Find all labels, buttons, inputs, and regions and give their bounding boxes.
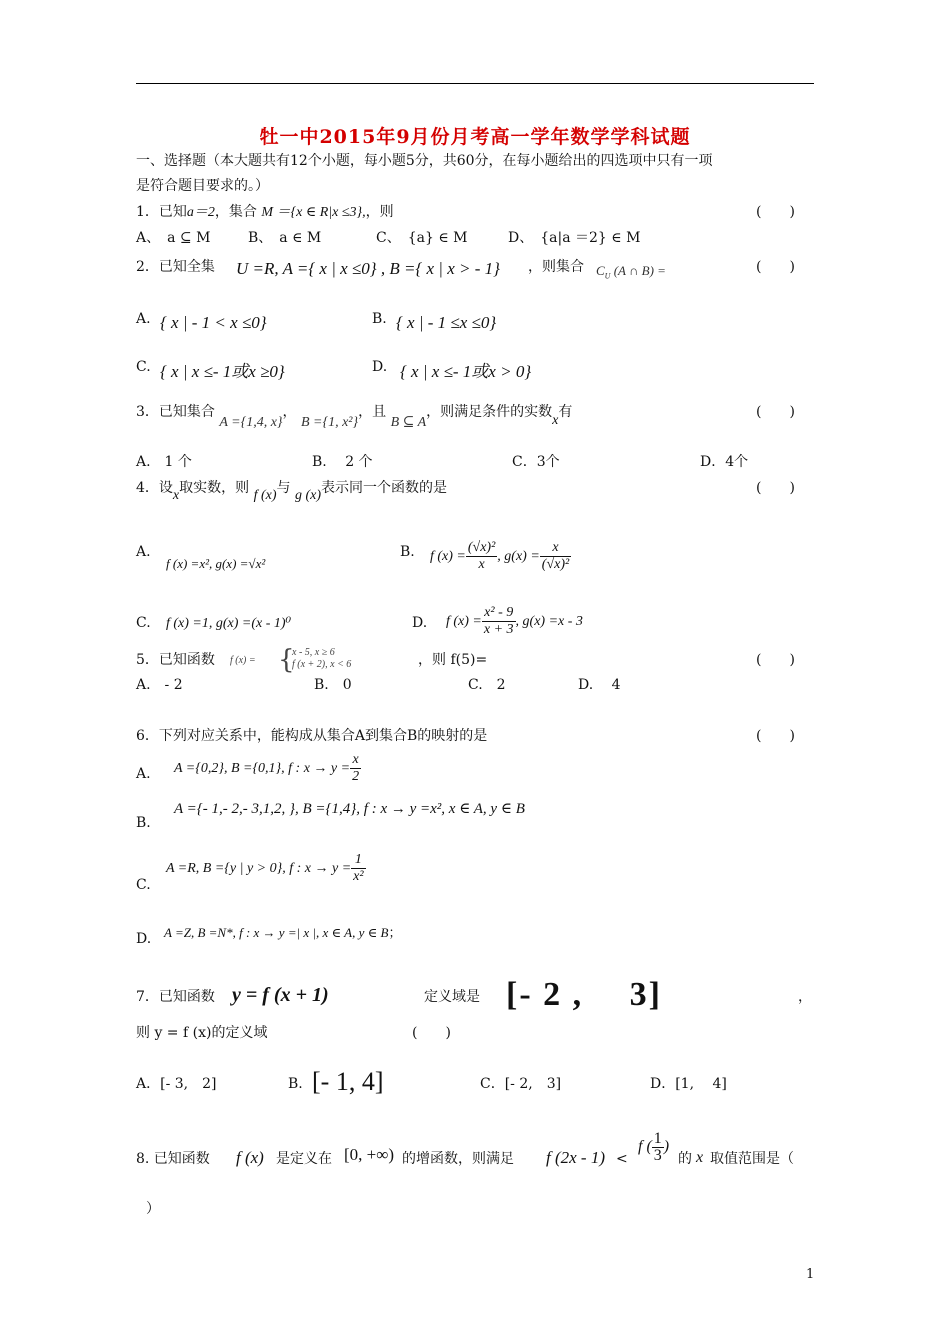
q2-option-a: { x | - 1 < x ≤0} (160, 313, 267, 332)
q4-b-den2: (√x)² (541, 557, 570, 573)
q5-case2: f (x + 2), x < 6 (292, 659, 352, 670)
q6-option-b-label: B. (136, 815, 151, 831)
q1-option-d: D、 {a|a ＝2} ∈ M (508, 230, 641, 246)
q2-mid: ，则集合 (528, 259, 584, 275)
q2-option-c-label: C. (136, 359, 151, 375)
q7-stem: 7．已知函数 (136, 989, 215, 1005)
q7-option-b: [- 1, 4] (312, 1067, 384, 1096)
q6-answer-paren: ( ) (756, 728, 795, 744)
q7-interval: [- 2 , 3] (506, 976, 662, 1013)
q6-c-pre: A =R, B ={y | y > 0}, f : x → y = (166, 861, 352, 876)
q1-set-m: M ＝{x ∈ R|x ≤3}, (261, 205, 366, 220)
q2-option-d: { x | x ≤- 1或x > 0} (400, 362, 532, 381)
q1-option-b: B、 a ∈ M (248, 230, 322, 246)
q3-tail: 有 (558, 404, 573, 420)
q8-less-than: < (616, 1151, 628, 1167)
q5-f: f (x) = (230, 655, 256, 666)
q4-option-a-label: A. (136, 544, 151, 560)
q3-set-b: B ={1, x²} (301, 415, 359, 430)
page-number: 1 (806, 1267, 815, 1282)
q2-option-b: { x | - 1 ≤x ≤0} (396, 313, 497, 332)
q4-d-frac (482, 605, 516, 638)
q5-option-c: C. 2 (468, 677, 506, 693)
q3-answer-paren: ( ) (756, 404, 795, 420)
q3-set-a: A ={1,4, x} (219, 415, 283, 430)
q3-option-c: C．3个 (512, 454, 560, 470)
q8-f2: f ( (638, 1138, 652, 1155)
q4-d-num: x² - 9 (482, 605, 516, 622)
q7-line2: 则 y = f (x)的定义域 (136, 1025, 268, 1041)
q5-option-b: B. 0 (314, 677, 352, 693)
q6-option-a-label: A. (136, 766, 151, 782)
q1-end: ，则 (365, 204, 394, 220)
q8-end: 取值范围是（ (710, 1151, 794, 1167)
q2-complement-tail: (A ∩ B) = (613, 263, 666, 278)
q4-answer-paren: ( ) (756, 480, 795, 496)
q3-variable: x (552, 413, 559, 428)
q6-option-d-label: D. (136, 931, 152, 947)
q8-frac (652, 1131, 664, 1164)
q4-stem-line (136, 479, 448, 503)
q6-stem: 6．下列对应关系中，能构成从集合A到集合B的映射的是 (136, 728, 488, 744)
q4-variable: x (172, 488, 180, 503)
q7-function: y = f (x + 1) (232, 984, 329, 1006)
q6-a-den: 2 (352, 769, 360, 785)
page-title: 牡一中2015年9月份月考高一学年数学学科试题 (259, 126, 691, 148)
q5-case1: x - 5, x ≥ 6 (292, 647, 335, 658)
q6-a-frac (350, 752, 361, 785)
q4-b-frac1 (466, 540, 497, 573)
q8-stem: 8. 已知函数 (136, 1151, 210, 1167)
q4-d-den: x + 3 (483, 622, 514, 638)
q4-option-b-label: B. (400, 544, 415, 560)
q8-num: 1 (653, 1129, 662, 1147)
q5-option-d: D. 4 (578, 677, 621, 693)
q4-b-num2: x (540, 540, 571, 557)
q4-option-d-label: D. (412, 615, 428, 631)
q1-stem-text: 1．已知 (136, 204, 187, 220)
q6-c-num: 1 (351, 852, 365, 869)
q2-stem: 2．已知全集 (136, 259, 215, 275)
q4-end: 表示同一个函数的是 (321, 480, 448, 496)
q3-mid: ，且 (358, 404, 387, 420)
q2-complement-sub: U (604, 271, 611, 281)
q3-stem-line (136, 403, 573, 430)
q4-option-b (430, 538, 571, 576)
section-heading-line1: 一、选择题（本大题共有12个小题，每小题5分，共60分，在每小题给出的四选项中只有一项 (136, 153, 713, 169)
q8-f: f (x) (236, 1148, 264, 1167)
q1-mid: ，集合 (214, 204, 257, 220)
q8-close: ） (146, 1201, 160, 1217)
q2-option-c: { x | x ≤- 1或x ≥0} (160, 362, 285, 381)
section-heading-line2: 是符合题目要求的。） (136, 178, 269, 194)
q6-d-expr: A =Z, B =N*, f : x → y =| x |, x ∈ A, y ∈ B (164, 925, 389, 940)
q2-option-d-label: D. (372, 359, 388, 375)
q2-option-b-label: B. (372, 311, 387, 327)
q4-g: g (x) (294, 488, 322, 503)
q4-b-frac2 (540, 540, 571, 573)
q5-stem: 5．已知函数 (136, 652, 215, 668)
q1-option-c: C、 {a} ∈ M (376, 230, 468, 246)
q6-option-a (174, 750, 361, 788)
q4-f: f (x) (253, 488, 277, 503)
q4-b-pre: f (x) = (430, 549, 466, 564)
q6-c-den: x² (353, 869, 364, 885)
q4-b-den1: x (478, 557, 485, 573)
q4-d-pre: f (x) = (446, 614, 482, 629)
q8-mid3: 的 (678, 1151, 692, 1167)
q7-answer-paren: ( ) (412, 1025, 451, 1041)
q6-option-d (164, 924, 401, 942)
q5-option-a: A. - 2 (136, 677, 183, 693)
q7-mid: 定义域是 (424, 989, 480, 1005)
q7-option-c: C．[- 2, 3] (480, 1076, 562, 1092)
q8-mid: 是定义在 (276, 1151, 332, 1167)
q2-sets-expression: U =R, A ={ x | x ≤0} , B ={ x | x > - 1} (236, 259, 500, 278)
q4-option-d (446, 603, 583, 641)
q4-b-num1: (√x)² (467, 540, 496, 556)
header-rule (136, 83, 814, 84)
q3-option-a: A. 1 个 (136, 454, 192, 470)
q7-option-d: D．[1, 4] (650, 1076, 727, 1092)
q3-end: ，则满足条件的实数 (426, 404, 553, 420)
q1-option-a: A、 a ⊆ M (136, 230, 211, 246)
q4-option-a: f (x) =x², g(x) =√x² (166, 556, 266, 571)
q4-option-c-label: C. (136, 615, 151, 631)
q6-c-frac (351, 852, 365, 885)
q6-option-c (166, 850, 366, 888)
q3-stem: 3．已知集合 (136, 404, 215, 420)
q3-sep: ， (282, 404, 297, 420)
q2-answer-paren: ( ) (756, 259, 795, 275)
q4-yu: 与 (276, 480, 291, 496)
q6-a-pre: A ={0,2}, B ={0,1}, f : x → y = (174, 761, 351, 776)
q2-option-a-label: A. (136, 311, 151, 327)
q1-stem (136, 203, 394, 222)
q6-option-b: A ={- 1,- 2,- 3,1,2, }, B ={1,4}, f : x → y =x², x ∈ A, y ∈ B (174, 801, 525, 817)
q8-f2-end: ) (663, 1138, 670, 1155)
q8-inequality-right (638, 1128, 669, 1166)
q2-complement-expression (596, 262, 666, 286)
q3-option-d: D．4个 (700, 454, 749, 470)
q7-comma: ， (798, 989, 812, 1005)
q4-mid: 取实数，则 (179, 480, 250, 496)
q1-answer-paren: ( ) (756, 204, 795, 220)
q8-interval: [0, +∞) (344, 1145, 395, 1164)
q8-inequality-left: f (2x - 1) (546, 1148, 606, 1167)
q4-stem: 4．设 (136, 480, 173, 496)
q8-den: 3 (653, 1146, 662, 1164)
q3-relation: B ⊆ A (390, 415, 427, 430)
q5-brace: { (278, 645, 295, 675)
q4-option-c: f (x) =1, g(x) =(x - 1)⁰ (166, 616, 292, 631)
q2-complement-c: C (596, 263, 605, 278)
q7-option-a: A．[- 3, 2] (136, 1076, 217, 1092)
q1-a-value: a＝2 (186, 205, 215, 220)
q5-end: ，则 f(5)= (418, 652, 488, 668)
q4-d-post: , g(x) =x - 3 (515, 614, 583, 629)
q6-a-num: x (350, 752, 361, 769)
q8-mid2: 的增函数，则满足 (402, 1151, 514, 1167)
q7-option-b-label: B. (288, 1076, 303, 1092)
q6-option-c-label: C. (136, 877, 151, 893)
q3-option-b: B. 2 个 (312, 454, 373, 470)
q8-variable: x (696, 1149, 704, 1166)
q6-d-end: ； (388, 925, 402, 940)
q5-answer-paren: ( ) (756, 652, 795, 668)
q4-b-mid: , g(x) = (497, 549, 540, 564)
